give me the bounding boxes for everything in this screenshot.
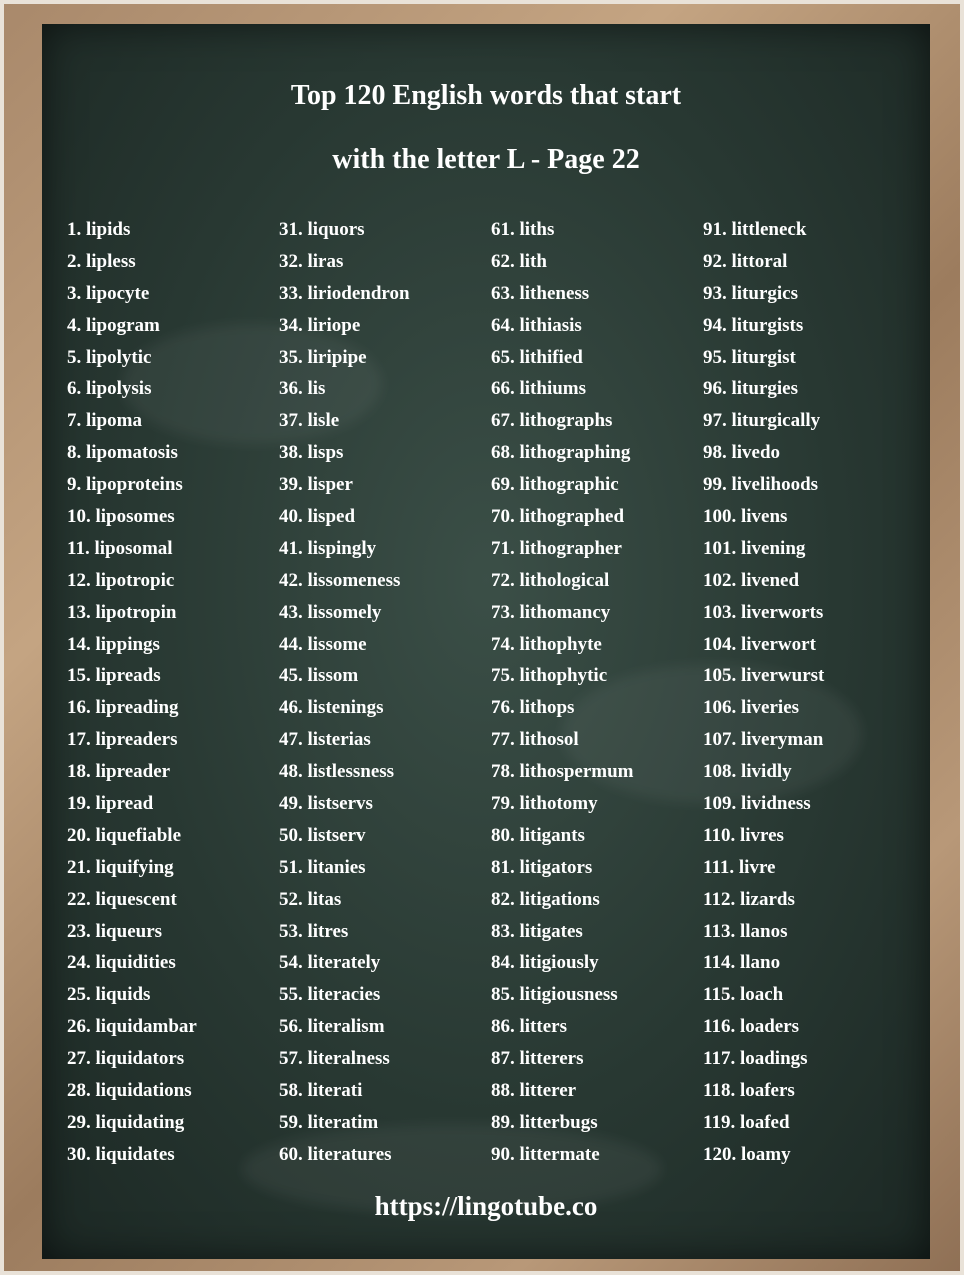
- word-item: 33. liriodendron: [279, 282, 410, 304]
- word-item: 113. llanos: [703, 920, 788, 942]
- word-item: 13. lipotropin: [67, 601, 177, 623]
- word-item: 91. littleneck: [703, 219, 807, 240]
- word-item: 50. listserv: [279, 824, 366, 846]
- word-item: 80. litigants: [491, 824, 585, 846]
- word-item: 83. litigates: [491, 920, 583, 942]
- word-item: 17. lipreaders: [67, 729, 178, 751]
- word-item: 103. liverworts: [703, 601, 824, 623]
- word-item: 77. lithosol: [491, 729, 579, 751]
- word-item: 101. livening: [703, 537, 806, 559]
- word-item: 19. lipread: [67, 793, 154, 815]
- word-item: 51. litanies: [279, 856, 366, 878]
- word-item: 16. lipreading: [67, 697, 179, 719]
- word-item: 98. livedo: [703, 442, 781, 464]
- word-item: 34. liriope: [279, 314, 361, 336]
- word-item: 117. loadings: [703, 1048, 808, 1070]
- word-item: 20. liquefiable: [67, 824, 182, 846]
- word-item: 79. lithotomy: [491, 793, 598, 815]
- word-item: 84. litigiously: [491, 952, 599, 974]
- word-item: 112. lizards: [703, 888, 795, 910]
- word-item: 104. liverwort: [703, 633, 816, 655]
- word-item: 11. liposomal: [67, 537, 173, 559]
- word-item: 73. lithomancy: [491, 601, 611, 623]
- word-item: 24. liquidities: [67, 952, 176, 974]
- word-column-4: [703, 214, 915, 1171]
- word-item: 87. litterers: [491, 1048, 584, 1070]
- word-item: 22. liquescent: [67, 888, 177, 910]
- word-item: 70. lithographed: [491, 506, 625, 528]
- word-item: 38. lisps: [279, 442, 344, 464]
- word-item: 15. lipreads: [67, 665, 161, 687]
- word-item: 69. lithographic: [491, 474, 619, 496]
- word-item: 86. litters: [491, 1016, 567, 1038]
- word-item: 78. lithospermum: [491, 761, 634, 783]
- word-item: 110. livres: [703, 824, 784, 846]
- word-item: 29. liquidating: [67, 1111, 185, 1133]
- word-item: 5. lipolytic: [67, 346, 152, 368]
- word-item: 37. lisle: [279, 410, 340, 432]
- word-item: 99. livelihoods: [703, 474, 819, 496]
- word-item: 115. loach: [703, 984, 784, 1006]
- word-item: 32. liras: [279, 250, 344, 272]
- word-item: 53. litres: [279, 920, 349, 942]
- word-item: 25. liquids: [67, 984, 151, 1006]
- word-item: 59. literatim: [279, 1111, 379, 1133]
- word-item: 85. litigiousness: [491, 984, 618, 1006]
- word-item: 90. littermate: [491, 1143, 600, 1165]
- word-item: 94. liturgists: [703, 314, 804, 336]
- word-item: 102. livened: [703, 569, 800, 591]
- word-item: 39. lisper: [279, 474, 353, 496]
- word-column-3: [491, 214, 703, 1171]
- word-item: 55. literacies: [279, 984, 381, 1006]
- word-item: 60. literatures: [279, 1143, 392, 1165]
- word-column-1: [67, 214, 279, 1171]
- word-item: 10. liposomes: [67, 506, 175, 528]
- word-item: 75. lithophytic: [491, 665, 608, 687]
- word-item: 7. lipoma: [67, 410, 142, 432]
- word-item: 35. liripipe: [279, 346, 367, 368]
- word-item: 68. lithographing: [491, 442, 631, 464]
- word-item: 52. litas: [279, 888, 342, 910]
- word-item: 109. lividness: [703, 793, 811, 815]
- word-item: 81. litigators: [491, 856, 593, 878]
- word-item: 66. lithiums: [491, 378, 587, 400]
- word-item: 26. liquidambar: [67, 1016, 197, 1038]
- word-item: 56. literalism: [279, 1016, 385, 1038]
- word-item: 120. loamy: [703, 1143, 791, 1165]
- word-item: 100. livens: [703, 506, 788, 528]
- word-item: 96. liturgies: [703, 378, 798, 400]
- word-item: 49. listservs: [279, 793, 373, 815]
- word-item: 118. loafers: [703, 1080, 795, 1102]
- word-item: 42. lissomeness: [279, 569, 401, 591]
- page-title-line-2: with the letter L - Page 22: [332, 144, 640, 175]
- page-title-line-1: Top 120 English words that start: [290, 80, 682, 111]
- word-item: 107. liveryman: [703, 729, 824, 751]
- word-item: 65. lithified: [491, 346, 583, 368]
- word-item: 48. listlessness: [279, 761, 395, 783]
- word-item: 54. literately: [279, 952, 381, 974]
- word-item: 31. liquors: [279, 219, 365, 240]
- word-item: 106. liveries: [703, 697, 800, 719]
- word-item: 62. lith: [491, 250, 547, 272]
- word-item: 64. lithiasis: [491, 314, 582, 336]
- word-item: 67. lithographs: [491, 410, 613, 432]
- word-item: 95. liturgist: [703, 346, 796, 368]
- word-item: 116. loaders: [703, 1016, 800, 1038]
- word-item: 1. lipids: [67, 219, 131, 240]
- word-item: 76. lithops: [491, 697, 575, 719]
- word-item: 97. liturgically: [703, 410, 821, 432]
- word-item: 21. liquifying: [67, 856, 174, 878]
- word-item: 27. liquidators: [67, 1048, 185, 1070]
- word-item: 23. liqueurs: [67, 920, 163, 942]
- word-item: 88. litterer: [491, 1080, 577, 1102]
- word-item: 47. listerias: [279, 729, 371, 751]
- word-item: 6. lipolysis: [67, 378, 152, 400]
- word-item: 2. lipless: [67, 250, 136, 272]
- word-item: 40. lisped: [279, 506, 356, 528]
- word-item: 82. litigations: [491, 888, 600, 910]
- word-item: 12. lipotropic: [67, 569, 175, 591]
- word-item: 111. livre: [703, 856, 776, 878]
- word-item: 4. lipogram: [67, 314, 160, 336]
- word-item: 46. listenings: [279, 697, 384, 719]
- word-item: 61. liths: [491, 219, 555, 240]
- word-item: 114. llano: [703, 952, 781, 974]
- word-item: 28. liquidations: [67, 1080, 192, 1102]
- word-item: 8. lipomatosis: [67, 442, 178, 464]
- word-item: 119. loafed: [703, 1111, 790, 1133]
- word-item: 18. lipreader: [67, 761, 171, 783]
- word-item: 3. lipocyte: [67, 282, 150, 304]
- word-item: 9. lipoproteins: [67, 474, 183, 496]
- word-item: 89. litterbugs: [491, 1111, 598, 1133]
- word-item: 93. liturgics: [703, 282, 798, 304]
- word-item: 58. literati: [279, 1080, 363, 1102]
- word-item: 44. lissome: [279, 633, 367, 655]
- word-item: 36. lis: [279, 378, 326, 400]
- word-column-2: [279, 214, 491, 1171]
- word-item: 57. literalness: [279, 1048, 390, 1070]
- word-grid: [67, 214, 915, 1174]
- word-item: 71. lithographer: [491, 537, 622, 559]
- word-item: 45. lissom: [279, 665, 359, 687]
- word-item: 30. liquidates: [67, 1143, 175, 1165]
- word-item: 43. lissomely: [279, 601, 382, 623]
- chalkboard: [42, 24, 930, 1259]
- footer-url: https://lingotube.co: [374, 1191, 598, 1221]
- word-item: 74. lithophyte: [491, 633, 602, 655]
- word-item: 41. lispingly: [279, 537, 377, 559]
- word-item: 108. lividly: [703, 761, 792, 783]
- word-item: 14. lippings: [67, 633, 160, 655]
- word-item: 72. lithological: [491, 569, 610, 591]
- word-item: 92. littoral: [703, 250, 788, 272]
- word-item: 63. litheness: [491, 282, 590, 304]
- word-item: 105. liverwurst: [703, 665, 825, 687]
